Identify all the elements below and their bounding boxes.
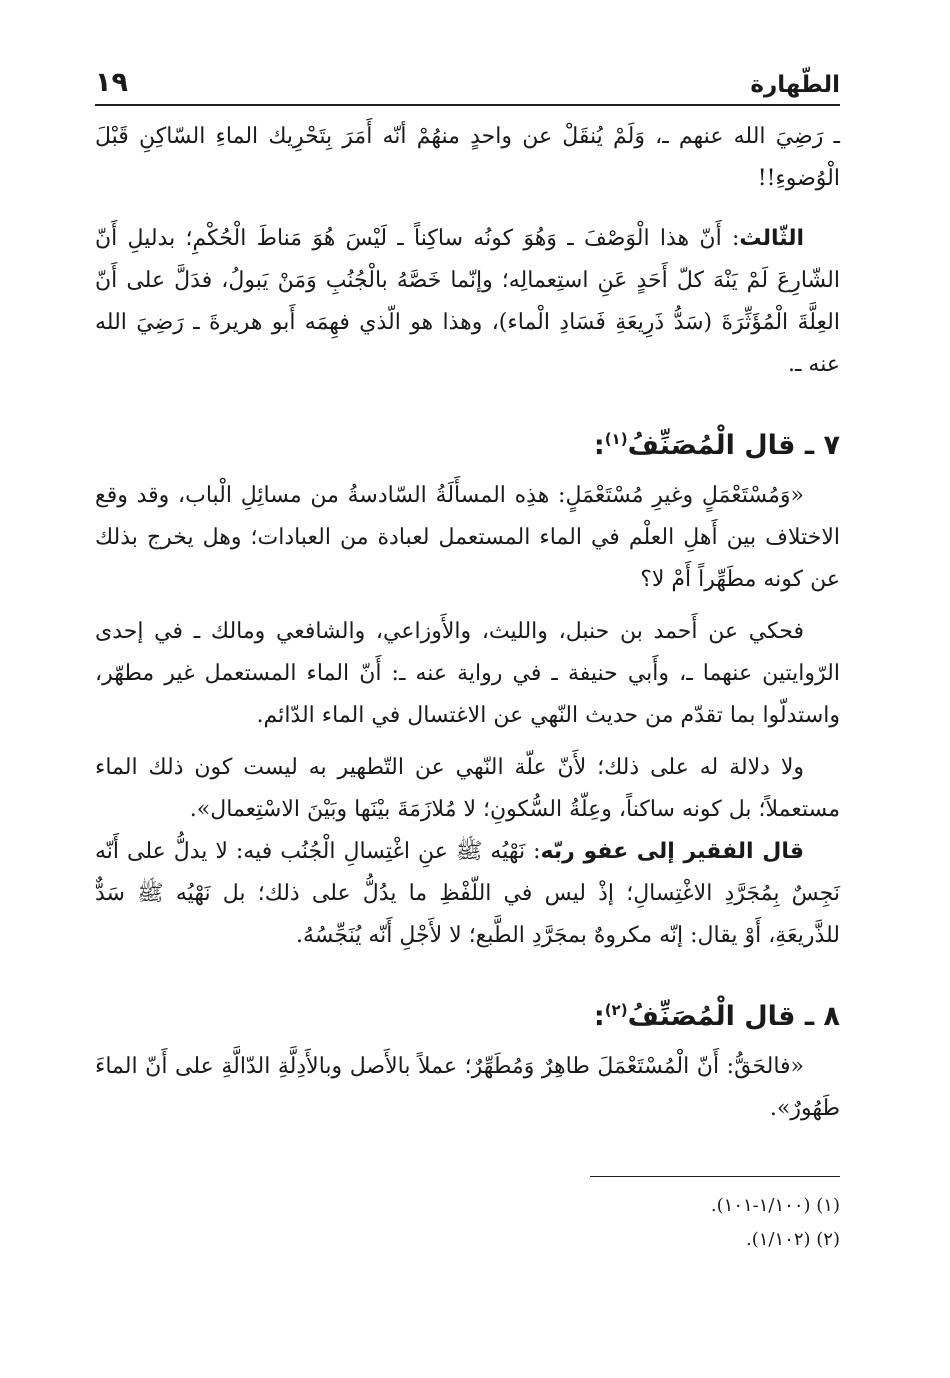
heading-7-colon: : (593, 430, 605, 461)
quote-paragraph-4: «فالحَقُّ: أَنّ الْمُسْتَعْمَلَ طاهِرٌ وَمُطَهِّرٌ؛ عملاً بالأَصل وبالأَدِلَّةِ الدّالَّةِ على أَنّ الماءَ طَهُورٌ». (95, 1054, 840, 1121)
heading-8-colon: : (593, 1001, 605, 1032)
footnotes (95, 1189, 840, 1257)
third-point-label: الثّالث (739, 226, 804, 251)
main-text (95, 116, 840, 1130)
section-title: الطّهارة (750, 72, 840, 98)
footnote-1: (١) (١/١٠٠-١٠١). (710, 1195, 840, 1216)
paragraph-third-point (95, 218, 840, 386)
footnote-ref-1: (١) (604, 430, 628, 448)
third-point-text: : أَنّ هذا الْوَصْفَ ـ وَهُوَ كونُه ساكِناً ـ لَيْسَ هُوَ مَناطَ الْحُكْمِ؛ بدليلِ أَنّ الشّارِعَ لَمْ يَنْهَ كلّ أَحَدٍ عَنِ استِعمالِه؛ وإنّما خَصَّهُ بالْجُنُبِ وَمَنْ يَبولُ، فدَلَّ على أَنّ العِلَّةَ الْمُؤَثِّرَةَ (سَدُّ ذَرِيعَةِ فَسَادِ الْماء)، وهذا هو الّذي فهِمَه أَبو هريرةَ ـ رَضِيَ الله عنه ـ. (95, 226, 840, 377)
quote-paragraph-1: «وَمُسْتَعْمَلٍ وغيرِ مُسْتَعْمَلٍ: هذِه المسأَلَةُ السّادسةُ من مسائِلِ الْباب، وقد وقع الاختلاف بين أَهلِ العلْم في الماء المستعمل لعبادة من العبادات؛ وهل يخرج بذلك عن كونه مطَهِّراً أَمْ لا؟ (95, 483, 840, 592)
quote-paragraph-3: ولا دلالة له على ذلك؛ لأَنّ علّة النّهي عن التّطهير به ليست كون ذلك الماء مستعملاً؛ بل كونه ساكناً، وعِلّةُ السُّكونِ؛ لا مُلازَمَةَ بيْنَها وبَيْنَ الاسْتِعمال». (95, 755, 840, 822)
section-heading-8 (95, 987, 840, 1040)
book-page (95, 60, 840, 1257)
section-heading-7 (95, 416, 840, 469)
heading-8-text: ٨ ـ قال الْمُصَنِّفُ (627, 1001, 840, 1032)
footnote-2: (٢) (١/١٠٢). (746, 1229, 840, 1250)
running-header (95, 60, 840, 106)
commentary-text: : نَهْيُه ﷺ عنِ اغْتِسالِ الْجُنُب فيه: لا يدلُّ على أَنّه نَجِسٌ بِمُجَرَّدِ الاغْتِسالِ؛ إذْ ليس في اللّفْظِ ما يدُلُّ على ذلك؛ بل نَهْيُه ﷺ سَدٌّ للذَّريعَةِ، أَوْ يقال: إنّه مكروهٌ بمجَرَّدِ الطَّبع؛ لا لأَجْلِ أَنّه يُنَجِّسُهُ. (95, 839, 840, 948)
footnote-ref-2: (٢) (604, 1001, 628, 1019)
quote-paragraph-2: فحكي عن أَحمد بن حنبل، والليث، والأَوزاعي، والشافعي ومالك ـ في إحدى الرّوايتين عنهما ـ، وأَبي حنيفة ـ في رواية عنه ـ: أَنّ الماء المستعمل غير مطهّر، واستدلّوا بما تقدّم من حديث النّهي عن الاغتسال في الماء الدّائم. (95, 619, 840, 728)
commentary-paragraph (95, 831, 840, 957)
paragraph-continuation: ـ رَضِيَ الله عنهم ـ، وَلَمْ يُنقَلْ عن واحدٍ منهُمْ أنّه أَمَرَ بِتَحْرِيك الماءِ السّاكِنِ قَبْلَ الْوُضوءِ!! (95, 124, 840, 191)
footnote-divider (590, 1176, 840, 1177)
page-number: ١٩ (95, 67, 128, 98)
commentary-label: قال الفقير إلى عفو ربّه (540, 839, 804, 864)
heading-7-text: ٧ ـ قال الْمُصَنِّفُ (627, 430, 840, 461)
